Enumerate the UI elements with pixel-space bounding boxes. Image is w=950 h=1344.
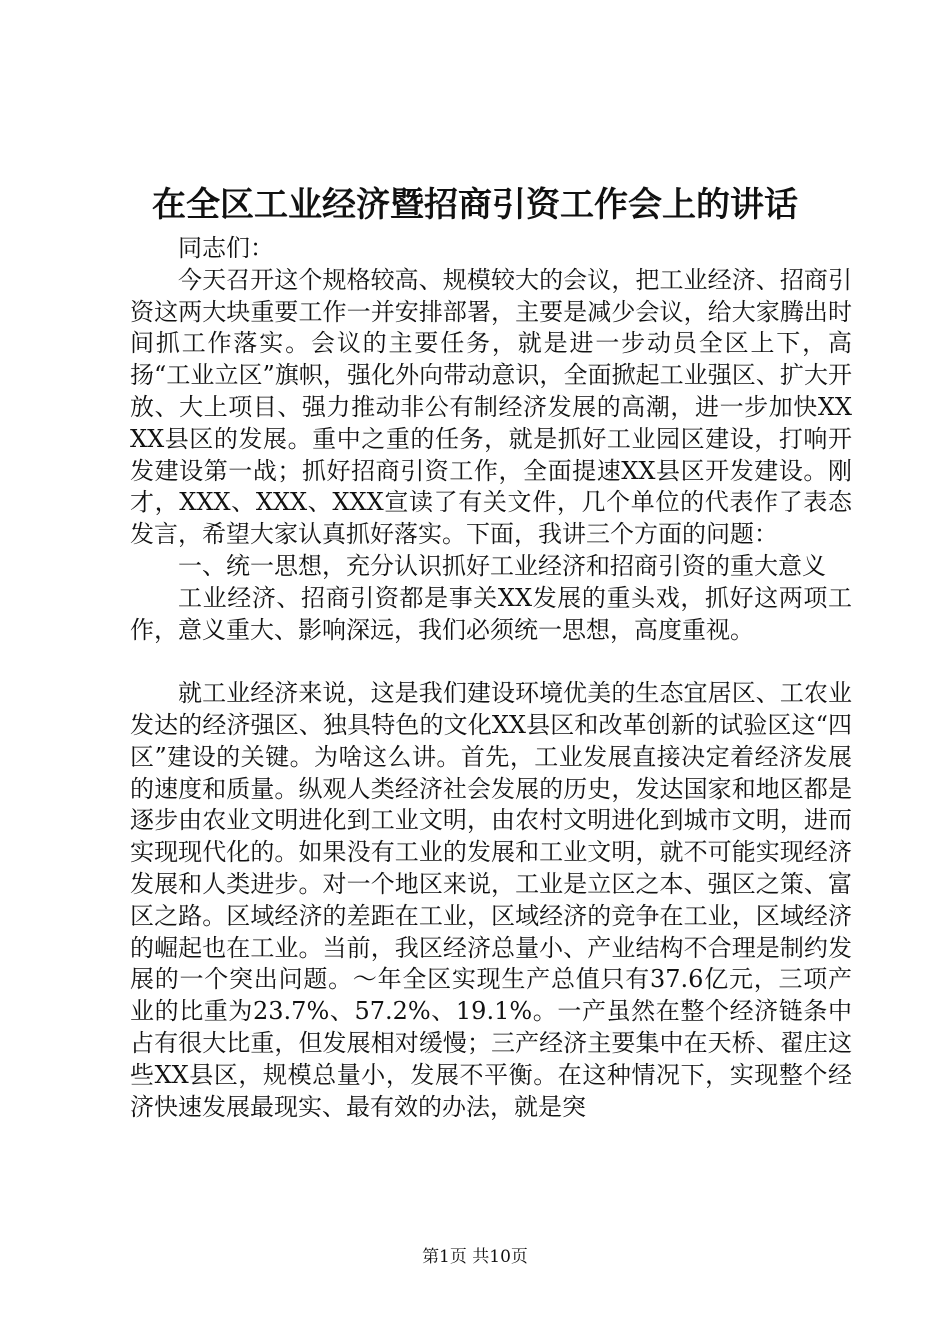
salutation: 同志们：	[178, 234, 274, 262]
page-number: 第1页 共10页	[422, 1247, 528, 1267]
section-heading-1: 一、统一思想，充分认识抓好工业经济和招商引资的重大意义	[178, 551, 826, 580]
paragraph-industrial-economy: 就工业经济来说，这是我们建设环境优美的生态宜居区、工农业发达的经济强区、独具特色的文化XX县区和改革创新的试验区这“四区”建设的关键。为啥这么讲。首先，工业发展直接决定着经济发展的速度和质量。纵观人类经济社会发展的历史，发达国家和地区都是逐步由农业文明进化到工业文明，由农村文明进化到城市文明，进而实现现代化的。如果没有工业的发展和工业文明，就不可能实现经济发展和人类进步。对一个地区来说，工业是立区之本、强区之策、富区之路。区域经济的差距在工业，区域经济的竞争在工业，区域经济的崛起也在工业。当前，我区经济总量小、产业结构不合理是制约发展的一个突出问题。～年全区实现生产总值只有37.6亿元，三项产业的比重为23.7%、57.2%、19.1%。一产虽然在整个经济链条中占有很大比重，但发展相对缓慢；三产经济主要集中在天桥、翟庄这些XX县区，规模总量小，发展不平衡。在这种情况下，实现整个经济快速发展最现实、最有效的办法，就是突	[130, 679, 852, 1121]
document-title: 在全区工业经济暨招商引资工作会上的讲话	[152, 185, 798, 225]
document-body	[130, 233, 852, 1123]
paragraph-intro: 今天召开这个规格较高、规模较大的会议，把工业经济、招商引资这两大块重要工作一并安排部署，主要是减少会议，给大家腾出时间抓工作落实。会议的主要任务，就是进一步动员全区上下，高扬“工业立区”旗帜，强化外向带动意识，全面掀起工业强区、扩大开放、大上项目、强力推动非公有制经济发展的高潮，进一步加快XXXX县区的发展。重中之重的任务，就是抓好工业园区建设，打响开发建设第一战；抓好招商引资工作，全面提速XX县区开发建设。刚才，XXX、XXX、XXX宣读了有关文件，几个单位的代表作了表态发言，希望大家认真抓好落实。下面，我讲三个方面的问题：	[130, 265, 852, 549]
paragraph-significance: 工业经济、招商引资都是事关XX发展的重头戏，抓好这两项工作，意义重大、影响深远，我们必须统一思想，高度重视。	[130, 583, 852, 644]
